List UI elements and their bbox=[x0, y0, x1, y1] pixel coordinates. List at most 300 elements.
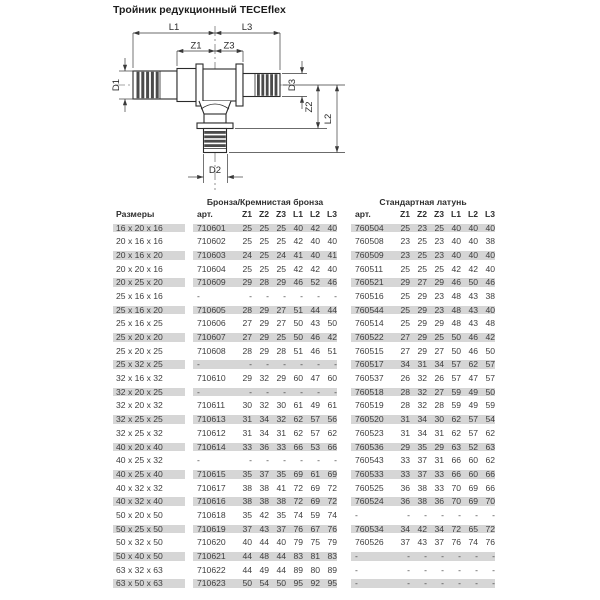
value-cell: 57 bbox=[485, 373, 495, 384]
size-cell: 25 x 20 x 25 bbox=[116, 345, 163, 356]
value-cell: 57 bbox=[310, 427, 320, 438]
table-row bbox=[113, 372, 497, 386]
value-cell: 33 bbox=[400, 455, 410, 466]
value-cell: 34 bbox=[417, 414, 427, 425]
tee-fitting-drawing bbox=[95, 20, 355, 195]
value-cell: 46 bbox=[327, 277, 337, 288]
col-header-z3: Z3 bbox=[433, 209, 444, 220]
value-cell: - bbox=[424, 551, 427, 562]
value-cell: - bbox=[283, 455, 286, 466]
value-cell: 34 bbox=[400, 359, 410, 370]
value-cell: 25 bbox=[400, 263, 410, 274]
value-cell: - bbox=[492, 551, 495, 562]
value-cell: - bbox=[334, 455, 337, 466]
value-cell: 31 bbox=[417, 359, 427, 370]
value-cell: 37 bbox=[434, 537, 444, 548]
value-cell: 51 bbox=[293, 345, 303, 356]
value-cell: 34 bbox=[434, 523, 444, 534]
dim-label-l2: L2 bbox=[323, 113, 334, 125]
article-cell: 710609 bbox=[197, 277, 226, 288]
value-cell: 49 bbox=[310, 400, 320, 411]
value-cell: 52 bbox=[468, 441, 478, 452]
value-cell: 43 bbox=[259, 523, 269, 534]
value-cell: 40 bbox=[327, 222, 337, 233]
article-cell: 760504 bbox=[355, 222, 384, 233]
value-cell: - bbox=[458, 564, 461, 575]
value-cell: 25 bbox=[276, 263, 286, 274]
table-column-headers bbox=[113, 208, 497, 221]
value-cell: 40 bbox=[310, 249, 320, 260]
bronze-cells bbox=[193, 347, 337, 356]
bronze-cells bbox=[193, 251, 337, 260]
value-cell: - bbox=[475, 509, 478, 520]
brass-cells bbox=[351, 552, 495, 561]
value-cell: 62 bbox=[451, 414, 461, 425]
value-cell: 41 bbox=[327, 249, 337, 260]
value-cell: 40 bbox=[327, 263, 337, 274]
value-cell: 40 bbox=[485, 249, 495, 260]
value-cell: 44 bbox=[276, 564, 286, 575]
value-cell: 25 bbox=[242, 222, 252, 233]
value-cell: - bbox=[249, 359, 252, 370]
value-cell: - bbox=[407, 564, 410, 575]
value-cell: 46 bbox=[310, 332, 320, 343]
value-cell: 72 bbox=[485, 523, 495, 534]
value-cell: 40 bbox=[485, 222, 495, 233]
value-cell: 42 bbox=[468, 263, 478, 274]
value-cell: 53 bbox=[310, 441, 320, 452]
value-cell: 31 bbox=[242, 427, 252, 438]
value-cell: 37 bbox=[242, 523, 252, 534]
col-header-z1: Z1 bbox=[241, 209, 252, 220]
value-cell: 76 bbox=[485, 537, 495, 548]
value-cell: 51 bbox=[293, 304, 303, 315]
value-cell: 56 bbox=[327, 414, 337, 425]
table-row bbox=[113, 358, 497, 372]
article-cell: 710617 bbox=[197, 482, 226, 493]
value-cell: 69 bbox=[327, 468, 337, 479]
value-cell: 38 bbox=[485, 290, 495, 301]
value-cell: 35 bbox=[242, 509, 252, 520]
value-cell: 76 bbox=[327, 523, 337, 534]
article-cell: 760520 bbox=[355, 414, 384, 425]
value-cell: 89 bbox=[327, 564, 337, 575]
brass-cells bbox=[351, 333, 495, 342]
col-header-l3: L3 bbox=[326, 209, 337, 220]
value-cell: 70 bbox=[451, 496, 461, 507]
article-cell: 760533 bbox=[355, 468, 384, 479]
article-cell: - bbox=[355, 551, 358, 562]
value-cell: 34 bbox=[259, 414, 269, 425]
dimensions-table bbox=[113, 196, 497, 591]
size-cell: 25 x 16 x 25 bbox=[116, 318, 163, 329]
article-cell: 710614 bbox=[197, 441, 226, 452]
value-cell: - bbox=[283, 290, 286, 301]
page-title: Тройник редукционный TECEflex bbox=[113, 4, 286, 16]
value-cell: 40 bbox=[468, 249, 478, 260]
value-cell: 50 bbox=[293, 318, 303, 329]
value-cell: 46 bbox=[468, 345, 478, 356]
value-cell: 49 bbox=[468, 400, 478, 411]
article-cell: - bbox=[197, 455, 200, 466]
value-cell: 29 bbox=[276, 277, 286, 288]
bronze-cells bbox=[193, 374, 337, 383]
brass-cells bbox=[351, 278, 495, 287]
value-cell: 69 bbox=[310, 496, 320, 507]
brass-cells bbox=[351, 319, 495, 328]
value-cell: 38 bbox=[417, 496, 427, 507]
value-cell: - bbox=[266, 359, 269, 370]
value-cell: 29 bbox=[417, 290, 427, 301]
value-cell: 62 bbox=[327, 427, 337, 438]
article-cell: 710601 bbox=[197, 222, 226, 233]
table-row bbox=[113, 440, 497, 454]
value-cell: 29 bbox=[242, 277, 252, 288]
value-cell: 72 bbox=[293, 496, 303, 507]
value-cell: 40 bbox=[485, 263, 495, 274]
value-cell: 95 bbox=[327, 578, 337, 589]
article-cell: 760544 bbox=[355, 304, 384, 315]
article-cell: - bbox=[355, 564, 358, 575]
brass-cells bbox=[351, 374, 495, 383]
value-cell: 72 bbox=[327, 482, 337, 493]
bronze-cells bbox=[193, 456, 337, 465]
value-cell: 36 bbox=[400, 496, 410, 507]
value-cell: 32 bbox=[417, 373, 427, 384]
value-cell: 29 bbox=[276, 373, 286, 384]
table-row bbox=[113, 481, 497, 495]
value-cell: 37 bbox=[400, 537, 410, 548]
value-cell: 62 bbox=[485, 455, 495, 466]
size-cell: 25 x 32 x 25 bbox=[113, 360, 185, 369]
value-cell: 29 bbox=[417, 332, 427, 343]
brass-column-headers bbox=[351, 210, 495, 219]
value-cell: 79 bbox=[293, 537, 303, 548]
value-cell: 42 bbox=[310, 263, 320, 274]
value-cell: 33 bbox=[242, 441, 252, 452]
bronze-cells bbox=[193, 388, 337, 397]
value-cell: 32 bbox=[276, 414, 286, 425]
value-cell: 62 bbox=[293, 427, 303, 438]
brass-cells bbox=[351, 497, 495, 506]
value-cell: 42 bbox=[259, 509, 269, 520]
value-cell: 66 bbox=[451, 455, 461, 466]
value-cell: 32 bbox=[259, 400, 269, 411]
brass-cells bbox=[351, 347, 495, 356]
value-cell: 23 bbox=[434, 290, 444, 301]
value-cell: 74 bbox=[293, 509, 303, 520]
bronze-cells bbox=[193, 579, 337, 588]
table-row bbox=[113, 522, 497, 536]
table-row bbox=[113, 508, 497, 522]
value-cell: 27 bbox=[242, 332, 252, 343]
article-cell: 710610 bbox=[197, 373, 226, 384]
size-cell: 40 x 25 x 32 bbox=[116, 455, 163, 466]
value-cell: 74 bbox=[327, 509, 337, 520]
value-cell: 60 bbox=[468, 468, 478, 479]
brass-cells bbox=[351, 484, 495, 493]
value-cell: - bbox=[492, 509, 495, 520]
size-cell: 32 x 25 x 25 bbox=[113, 415, 185, 424]
size-cell: 32 x 16 x 32 bbox=[116, 373, 163, 384]
value-cell: 95 bbox=[293, 578, 303, 589]
value-cell: 80 bbox=[310, 564, 320, 575]
value-cell: 27 bbox=[400, 332, 410, 343]
size-cell: 63 x 50 x 63 bbox=[113, 579, 185, 588]
value-cell: 29 bbox=[417, 345, 427, 356]
article-cell: 710605 bbox=[197, 304, 226, 315]
value-cell: 43 bbox=[468, 318, 478, 329]
value-cell: 42 bbox=[310, 222, 320, 233]
article-cell: 760517 bbox=[355, 359, 384, 370]
value-cell: - bbox=[249, 386, 252, 397]
value-cell: 69 bbox=[468, 496, 478, 507]
value-cell: 40 bbox=[310, 236, 320, 247]
value-cell: - bbox=[441, 509, 444, 520]
table-row bbox=[113, 331, 497, 345]
value-cell: 34 bbox=[400, 523, 410, 534]
dim-label-z3: Z3 bbox=[223, 40, 235, 52]
value-cell: - bbox=[249, 290, 252, 301]
value-cell: 54 bbox=[485, 414, 495, 425]
article-cell: 710603 bbox=[197, 249, 226, 260]
value-cell: - bbox=[475, 551, 478, 562]
value-cell: 38 bbox=[242, 496, 252, 507]
value-cell: 60 bbox=[468, 455, 478, 466]
article-cell: 710608 bbox=[197, 345, 226, 356]
dim-label-z1: Z1 bbox=[190, 40, 202, 52]
value-cell: 38 bbox=[417, 482, 427, 493]
article-cell: 760515 bbox=[355, 345, 384, 356]
value-cell: 50 bbox=[451, 345, 461, 356]
value-cell: 60 bbox=[293, 373, 303, 384]
value-cell: 43 bbox=[468, 304, 478, 315]
value-cell: - bbox=[266, 455, 269, 466]
value-cell: - bbox=[317, 455, 320, 466]
value-cell: - bbox=[300, 290, 303, 301]
value-cell: 49 bbox=[468, 386, 478, 397]
value-cell: 61 bbox=[310, 468, 320, 479]
article-cell: 710622 bbox=[197, 564, 226, 575]
table-row bbox=[113, 317, 497, 331]
article-cell: 760534 bbox=[355, 523, 384, 534]
value-cell: 36 bbox=[400, 482, 410, 493]
bronze-cells bbox=[193, 511, 337, 520]
size-cell: 20 x 16 x 16 bbox=[116, 236, 163, 247]
value-cell: 62 bbox=[293, 414, 303, 425]
value-cell: 43 bbox=[310, 318, 320, 329]
article-cell: - bbox=[197, 359, 200, 370]
value-cell: 36 bbox=[434, 496, 444, 507]
value-cell: 50 bbox=[293, 332, 303, 343]
brass-cells bbox=[351, 401, 495, 410]
value-cell: 57 bbox=[451, 359, 461, 370]
value-cell: 31 bbox=[276, 427, 286, 438]
value-cell: 25 bbox=[259, 249, 269, 260]
brass-cells bbox=[351, 237, 495, 246]
value-cell: 50 bbox=[242, 578, 252, 589]
table-row bbox=[113, 385, 497, 399]
brass-cells bbox=[351, 265, 495, 274]
value-cell: - bbox=[334, 359, 337, 370]
dim-label-d1: D1 bbox=[111, 78, 122, 92]
article-cell: 760526 bbox=[355, 537, 384, 548]
article-cell: 760536 bbox=[355, 441, 384, 452]
value-cell: 40 bbox=[276, 537, 286, 548]
value-cell: 33 bbox=[276, 441, 286, 452]
value-cell: 50 bbox=[276, 578, 286, 589]
value-cell: 70 bbox=[485, 496, 495, 507]
value-cell: - bbox=[492, 564, 495, 575]
value-cell: 66 bbox=[293, 441, 303, 452]
value-cell: 31 bbox=[400, 414, 410, 425]
value-cell: 72 bbox=[451, 523, 461, 534]
value-cell: - bbox=[334, 386, 337, 397]
brass-cells bbox=[351, 538, 495, 547]
value-cell: 40 bbox=[451, 222, 461, 233]
article-cell: 760514 bbox=[355, 318, 384, 329]
size-cell: 20 x 20 x 16 bbox=[116, 263, 163, 274]
sizes-header: Размеры bbox=[116, 209, 155, 220]
col-header-l1: L1 bbox=[450, 209, 461, 220]
value-cell: - bbox=[317, 386, 320, 397]
value-cell: 40 bbox=[485, 304, 495, 315]
value-cell: - bbox=[424, 564, 427, 575]
value-cell: 37 bbox=[259, 468, 269, 479]
value-cell: 23 bbox=[400, 236, 410, 247]
bronze-cells bbox=[193, 525, 337, 534]
size-cell: 50 x 40 x 50 bbox=[113, 552, 185, 561]
size-cell: 32 x 25 x 32 bbox=[116, 427, 163, 438]
value-cell: 28 bbox=[434, 400, 444, 411]
value-cell: 65 bbox=[468, 523, 478, 534]
value-cell: 60 bbox=[327, 373, 337, 384]
article-cell: 710623 bbox=[197, 578, 226, 589]
value-cell: 29 bbox=[259, 332, 269, 343]
value-cell: 48 bbox=[451, 318, 461, 329]
size-cell: 25 x 16 x 20 bbox=[113, 306, 185, 315]
brass-cells bbox=[351, 251, 495, 260]
value-cell: - bbox=[475, 564, 478, 575]
value-cell: 30 bbox=[276, 400, 286, 411]
value-cell: 44 bbox=[242, 564, 252, 575]
size-cell: 40 x 32 x 32 bbox=[116, 482, 163, 493]
article-cell: 710606 bbox=[197, 318, 226, 329]
value-cell: 67 bbox=[310, 523, 320, 534]
bronze-cells bbox=[193, 566, 337, 575]
value-cell: 40 bbox=[451, 236, 461, 247]
value-cell: 43 bbox=[417, 537, 427, 548]
value-cell: 29 bbox=[400, 441, 410, 452]
bronze-group-title: Бронза/Кремнистая бронза bbox=[206, 196, 324, 207]
value-cell: - bbox=[475, 578, 478, 589]
value-cell: 50 bbox=[485, 345, 495, 356]
value-cell: - bbox=[283, 359, 286, 370]
value-cell: - bbox=[458, 509, 461, 520]
value-cell: - bbox=[317, 359, 320, 370]
value-cell: 35 bbox=[276, 468, 286, 479]
bronze-cells bbox=[193, 429, 337, 438]
value-cell: 66 bbox=[451, 468, 461, 479]
article-cell: 760509 bbox=[355, 249, 384, 260]
bronze-column-headers bbox=[193, 210, 337, 219]
value-cell: 25 bbox=[276, 332, 286, 343]
value-cell: 24 bbox=[242, 249, 252, 260]
article-cell: 760522 bbox=[355, 332, 384, 343]
value-cell: 40 bbox=[327, 236, 337, 247]
value-cell: 59 bbox=[310, 509, 320, 520]
value-cell: 69 bbox=[468, 482, 478, 493]
value-cell: 29 bbox=[400, 277, 410, 288]
value-cell: 66 bbox=[327, 441, 337, 452]
brass-cells bbox=[351, 306, 495, 315]
article-cell: 760508 bbox=[355, 236, 384, 247]
value-cell: 34 bbox=[417, 427, 427, 438]
article-cell: - bbox=[355, 578, 358, 589]
value-cell: 31 bbox=[242, 414, 252, 425]
value-cell: 50 bbox=[451, 332, 461, 343]
table-row bbox=[113, 248, 497, 262]
value-cell: 66 bbox=[485, 482, 495, 493]
value-cell: 74 bbox=[468, 537, 478, 548]
value-cell: 46 bbox=[293, 277, 303, 288]
value-cell: 48 bbox=[259, 551, 269, 562]
table-row bbox=[113, 289, 497, 303]
value-cell: 25 bbox=[417, 249, 427, 260]
value-cell: - bbox=[441, 551, 444, 562]
dim-label-d3: D3 bbox=[287, 78, 298, 92]
value-cell: 23 bbox=[400, 249, 410, 260]
value-cell: - bbox=[300, 359, 303, 370]
article-cell: 760543 bbox=[355, 455, 384, 466]
article-cell: 710618 bbox=[197, 509, 226, 520]
value-cell: 23 bbox=[434, 249, 444, 260]
value-cell: 27 bbox=[434, 386, 444, 397]
table-row bbox=[113, 467, 497, 481]
value-cell: - bbox=[407, 578, 410, 589]
article-cell: - bbox=[197, 290, 200, 301]
article-cell: 710621 bbox=[197, 551, 226, 562]
bronze-cells bbox=[193, 237, 337, 246]
value-cell: 59 bbox=[485, 400, 495, 411]
value-cell: 25 bbox=[400, 290, 410, 301]
value-cell: 25 bbox=[417, 263, 427, 274]
value-cell: 48 bbox=[485, 318, 495, 329]
value-cell: 59 bbox=[451, 400, 461, 411]
article-cell: - bbox=[197, 386, 200, 397]
article-cell: 760537 bbox=[355, 373, 384, 384]
value-cell: - bbox=[300, 455, 303, 466]
value-cell: 63 bbox=[451, 441, 461, 452]
value-cell: 25 bbox=[400, 304, 410, 315]
article-cell: 760511 bbox=[355, 263, 384, 274]
value-cell: - bbox=[458, 578, 461, 589]
value-cell: - bbox=[424, 578, 427, 589]
value-cell: 41 bbox=[293, 249, 303, 260]
value-cell: 25 bbox=[276, 222, 286, 233]
col-header-z3: Z3 bbox=[275, 209, 286, 220]
bronze-cells bbox=[193, 497, 337, 506]
table-row bbox=[113, 303, 497, 317]
value-cell: 46 bbox=[310, 345, 320, 356]
article-cell: 710613 bbox=[197, 414, 226, 425]
value-cell: 51 bbox=[327, 345, 337, 356]
brass-cells bbox=[351, 566, 495, 575]
table-row bbox=[113, 276, 497, 290]
value-cell: 81 bbox=[310, 551, 320, 562]
value-cell: 50 bbox=[327, 318, 337, 329]
table-row bbox=[113, 262, 497, 276]
